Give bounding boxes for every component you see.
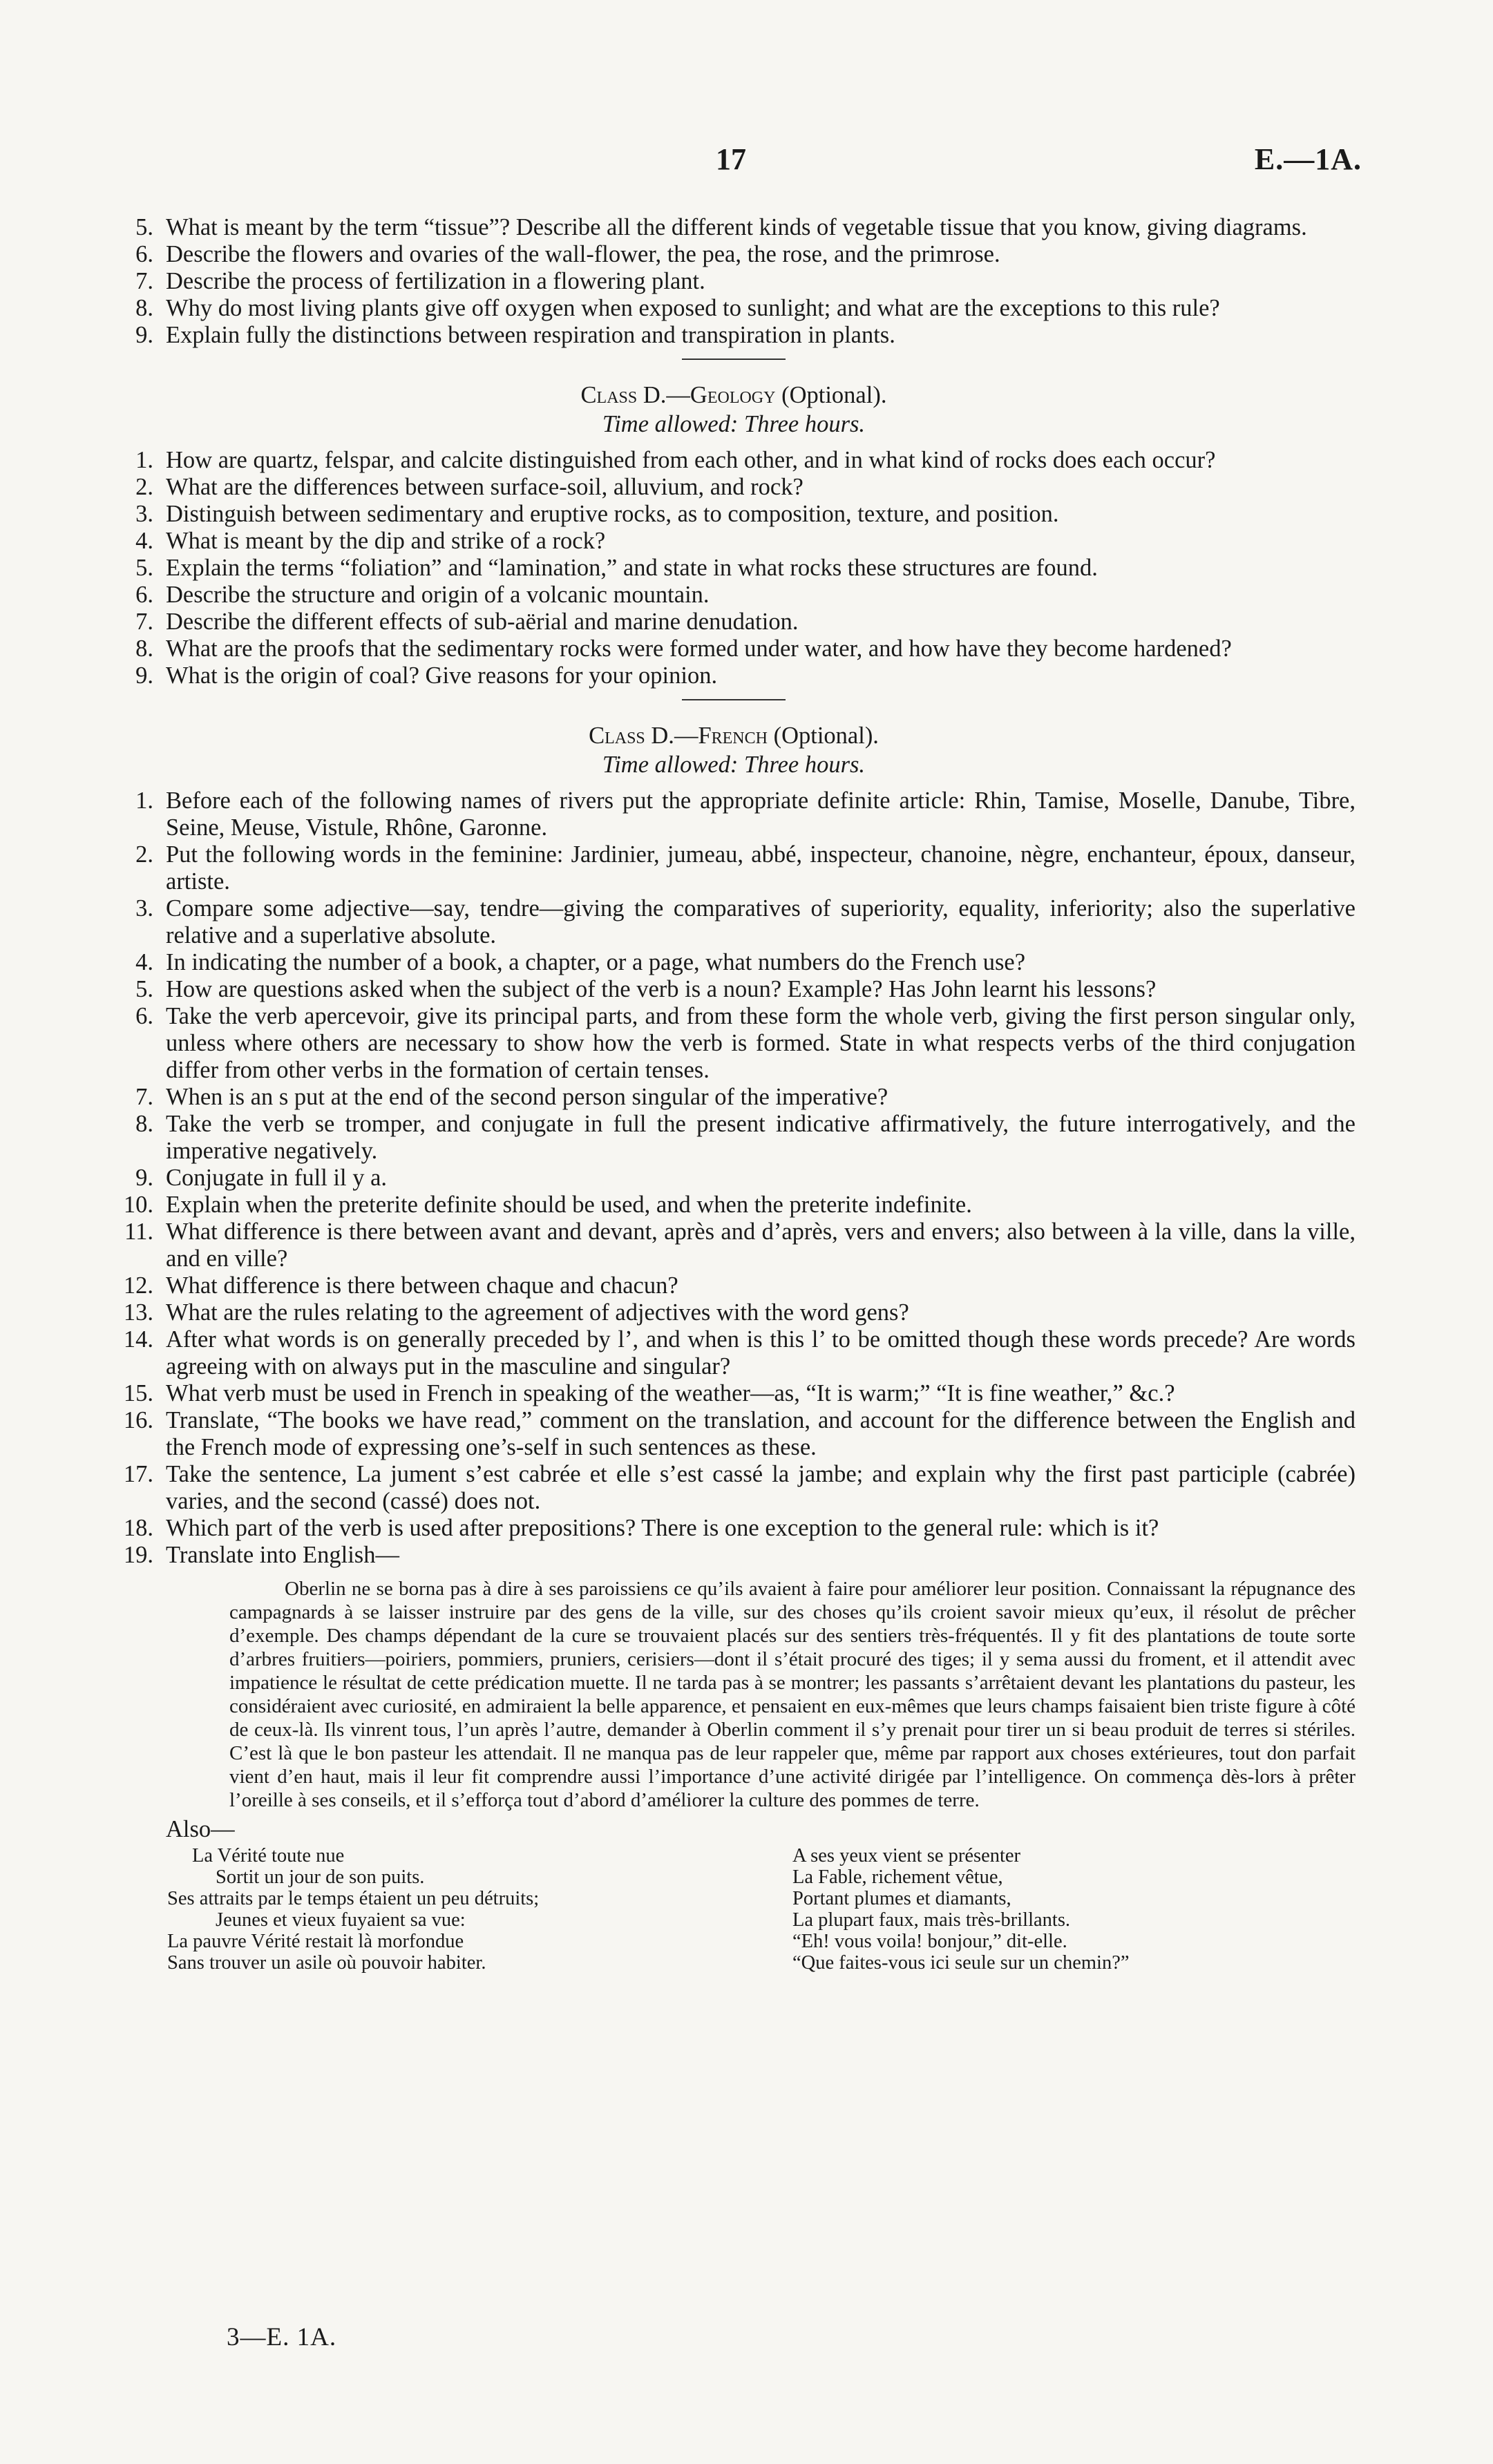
question-number: 4. — [135, 528, 153, 554]
question-item — [112, 662, 1356, 689]
question-number: 8. — [135, 1111, 153, 1137]
question-number: 4. — [135, 949, 153, 975]
time-allowed: Time allowed: Three hours. — [602, 752, 866, 778]
section-divider — [682, 699, 786, 700]
also-label: Also— — [166, 1816, 235, 1842]
question-number: 9. — [135, 662, 153, 689]
poem-line: La Vérité toute nue — [192, 1845, 345, 1866]
question-item — [112, 976, 1356, 1003]
question-item — [112, 1407, 1356, 1461]
question-item — [112, 1461, 1356, 1515]
question-number: 11. — [124, 1219, 153, 1245]
question-text: What verb must be used in French in speaking of the weather—as, “It is warm;” “It is fine weather,” &c.? — [166, 1380, 1175, 1406]
question-item — [112, 1272, 1356, 1299]
question-text: Describe the flowers and ovaries of the wall-flower, the pea, the rose, and the primrose. — [166, 241, 1000, 267]
question-text: Take the verb apercevoir, give its principal parts, and from these form the whole verb, giving the first person singular only, unless where others are necessary to show how the verb is formed. State in what respects verbs of the third conjugation differ from other verbs in the formation of certain tenses. — [166, 1003, 1356, 1083]
question-text: Which part of the verb is used after prepositions? There is one exception to the general rule: which is it? — [166, 1515, 1159, 1541]
question-number: 14. — [123, 1326, 153, 1353]
poem-line: Sortit un jour de son puits. — [216, 1866, 425, 1888]
question-text: Compare some adjective—say, tendre—giving the comparatives of superiority, equality, inferiority; also the superlative relative and a superlative absolute. — [166, 895, 1356, 948]
question-number: 1. — [135, 447, 153, 473]
poem-line: “Que faites-vous ici seule sur un chemin?” — [792, 1952, 1130, 1974]
question-text: Put the following words in the feminine: Jardinier, jumeau, abbé, inspecteur, chanoine, nègre, enchanteur, époux, danseur, artiste. — [166, 841, 1356, 895]
question-number: 2. — [135, 841, 153, 868]
question-number: 3. — [135, 895, 153, 921]
question-text: Why do most living plants give off oxygen when exposed to sunlight; and what are the exceptions to this rule? — [166, 295, 1220, 321]
question-text: What is meant by the term “tissue”? Describe all the different kinds of vegetable tissue that you know, giving diagrams. — [166, 214, 1307, 240]
question-text: After what words is on generally preceded by l’, and when is this l’ to be omitted though these words precede? Are words agreeing with on always put in the masculine and singular? — [166, 1326, 1356, 1379]
question-item — [112, 609, 1356, 636]
question-number: 2. — [135, 474, 153, 500]
question-item — [112, 447, 1356, 474]
question-number: 19. — [123, 1542, 153, 1568]
question-item — [112, 636, 1356, 662]
document-reference: E.—1A. — [1254, 142, 1362, 176]
question-item — [112, 1380, 1356, 1407]
question-number: 6. — [135, 582, 153, 608]
question-text: When is an s put at the end of the second person singular of the imperative? — [166, 1084, 888, 1110]
poem — [167, 1845, 1356, 1974]
question-item — [112, 582, 1356, 609]
question-number: 5. — [135, 214, 153, 240]
question-item — [112, 1542, 1356, 1569]
question-text: Take the sentence, La jument s’est cabrée et elle s’est cassé la jambe; and explain why the first past participle (cabrée) varies, and the second (cassé) does not. — [166, 1461, 1356, 1514]
page-content — [112, 214, 1356, 1974]
question-number: 7. — [135, 1084, 153, 1110]
question-text: What are the differences between surface-soil, alluvium, and rock? — [166, 474, 803, 500]
question-item — [112, 949, 1356, 976]
question-item — [112, 241, 1356, 268]
question-number: 6. — [135, 1003, 153, 1029]
question-text: How are quartz, felspar, and calcite distinguished from each other, and in what kind of rocks does each occur? — [166, 447, 1216, 473]
poem-line: La pauvre Vérité restait là morfondue — [167, 1931, 464, 1952]
question-number: 9. — [135, 1165, 153, 1191]
question-item — [112, 295, 1356, 322]
poem-line: A ses yeux vient se présenter — [792, 1845, 1021, 1866]
poem-line: Portant plumes et diamants, — [792, 1888, 1011, 1909]
question-text: Describe the different effects of sub-aërial and marine denudation. — [166, 609, 799, 635]
question-text: What difference is there between chaque and chacun? — [166, 1272, 678, 1299]
question-number: 17. — [123, 1461, 153, 1487]
botany-question-list — [112, 214, 1356, 349]
question-text: How are questions asked when the subject of the verb is a noun? Example? Has John learnt his lessons? — [166, 976, 1157, 1002]
question-number: 15. — [123, 1380, 153, 1406]
question-text: What is the origin of coal? Give reasons for your opinion. — [166, 662, 718, 689]
question-number: 7. — [135, 609, 153, 635]
question-item — [112, 1299, 1356, 1326]
poem-column-left — [167, 1845, 730, 1974]
question-item — [112, 1111, 1356, 1165]
question-text: Explain when the preterite definite should be used, and when the preterite indefinite. — [166, 1192, 972, 1218]
question-text: Explain the terms “foliation” and “lamination,” and state in what rocks these structures are found. — [166, 555, 1098, 581]
question-item — [112, 1003, 1356, 1084]
question-text: Conjugate in full il y a. — [166, 1165, 388, 1191]
question-text: In indicating the number of a book, a chapter, or a page, what numbers do the French use? — [166, 949, 1026, 975]
question-number: 1. — [135, 787, 153, 814]
question-text: Take the verb se tromper, and conjugate in full the present indicative affirmatively, the future interrogatively, and the imperative negatively. — [166, 1111, 1356, 1164]
geology-question-list — [112, 447, 1356, 689]
question-item — [112, 474, 1356, 501]
page-number: 17 — [716, 142, 746, 176]
poem-line: La plupart faux, mais très-brillants. — [792, 1909, 1071, 1931]
page-header — [0, 142, 1493, 190]
question-text: Describe the process of fertilization in a flowering plant. — [166, 268, 705, 294]
question-text: What are the proofs that the sedimentary rocks were formed under water, and how have they become hardened? — [166, 636, 1232, 662]
poem-line: Ses attraits par le temps étaient un peu détruits; — [167, 1888, 540, 1909]
question-text: Translate, “The books we have read,” comment on the translation, and account for the difference between the English and the French mode of expressing one’s-self in such sentences as these. — [166, 1407, 1356, 1460]
section-divider — [682, 359, 786, 360]
translation-passage: Oberlin ne se borna pas à dire à ses paroissiens ce qu’ils avaient à faire pour améliorer leur position. Connaissant la répugnance des campagnards à se laisser instruire par des gens de la ville, sur des choses qu’ils croient savoir mieux qu’eux, il résolut de prêcher d’exemple. Des champs dépendant de la cure se trouvaient placés sur des sentiers très-fréquentés. Il y fit des plantations de toute sorte d’arbres fruitiers—poiriers, pommiers, pruniers, cerisiers—dont il s’était procuré des tiges; il y sema aussi du froment, et il attendit avec impatience le résultat de cette prédication muette. Il ne tarda pas à se montrer; les passants s’arrêtaient devant les plantations du pasteur, les considéraient avec curiosité, en admiraient la belle apparence, et pensaient en eux-mêmes que leurs champs faisaient bien triste figure à côté de ceux-là. Ils vinrent tous, l’un après l’autre, demander à Oberlin comment il s’y prenait pour tirer un si beau produit de terres si stériles. C’est là que le bon pasteur les attendait. Il ne manqua pas de leur rappeler que, même par rapport aux choses extérieures, tout don parfait vient d’en haut, mais il leur fit comprendre aussi l’importance d’une activité dirigée par l’intelligence. On commença dès-lors à prêter l’oreille à ses conseils, et il s’efforça tout d’abord d’améliorer la culture des pommes de terre. — [229, 1578, 1356, 1811]
question-item — [112, 268, 1356, 295]
question-text: Before each of the following names of rivers put the appropriate definite article: Rhin, Tamise, Moselle, Danube, Tibre, Seine, Meuse, Vistule, Rhône, Garonne. — [166, 787, 1356, 841]
question-item — [112, 841, 1356, 895]
question-item — [112, 1084, 1356, 1111]
page-signature: 3—E. 1A. — [227, 2323, 337, 2351]
question-item — [112, 1165, 1356, 1192]
question-item — [112, 1326, 1356, 1380]
section-heading-french: Class D.—French (Optional). — [589, 723, 879, 749]
question-item — [112, 1192, 1356, 1219]
question-number: 5. — [135, 555, 153, 581]
poem-line: La Fable, richement vêtue, — [792, 1866, 1003, 1888]
french-question-list — [112, 787, 1356, 1569]
question-number: 9. — [135, 322, 153, 348]
question-text: What difference is there between avant and devant, après and d’après, vers and envers; also between à la ville, dans la ville, and en ville? — [166, 1219, 1356, 1272]
question-text: What are the rules relating to the agreement of adjectives with the word gens? — [166, 1299, 909, 1326]
question-number: 3. — [135, 501, 153, 527]
poem-column-right — [792, 1845, 1356, 1974]
question-text: Translate into English— — [166, 1542, 399, 1568]
question-text: Distinguish between sedimentary and eruptive rocks, as to composition, texture, and position. — [166, 501, 1059, 527]
question-item — [112, 787, 1356, 841]
question-item — [112, 1515, 1356, 1542]
question-number: 12. — [123, 1272, 153, 1299]
poem-line: Jeunes et vieux fuyaient sa vue: — [216, 1909, 466, 1931]
question-item — [112, 1219, 1356, 1272]
question-item — [112, 528, 1356, 555]
question-text: Describe the structure and origin of a volcanic mountain. — [166, 582, 710, 608]
question-number: 8. — [135, 636, 153, 662]
question-text: Explain fully the distinctions between respiration and transpiration in plants. — [166, 322, 895, 348]
question-number: 16. — [123, 1407, 153, 1433]
poem-line: “Eh! vous voila! bonjour,” dit-elle. — [792, 1931, 1067, 1952]
question-number: 10. — [123, 1192, 153, 1218]
question-item — [112, 555, 1356, 582]
poem-line: Sans trouver un asile où pouvoir habiter. — [167, 1952, 486, 1974]
question-number: 7. — [135, 268, 153, 294]
question-number: 8. — [135, 295, 153, 321]
time-allowed: Time allowed: Three hours. — [602, 411, 866, 437]
question-number: 6. — [135, 241, 153, 267]
question-text: What is meant by the dip and strike of a rock? — [166, 528, 606, 554]
section-heading-geology: Class D.—Geology (Optional). — [580, 382, 887, 408]
question-item — [112, 214, 1356, 241]
question-number: 13. — [123, 1299, 153, 1326]
question-item — [112, 895, 1356, 949]
question-number: 5. — [135, 976, 153, 1002]
question-item — [112, 501, 1356, 528]
question-number: 18. — [123, 1515, 153, 1541]
question-item — [112, 322, 1356, 349]
